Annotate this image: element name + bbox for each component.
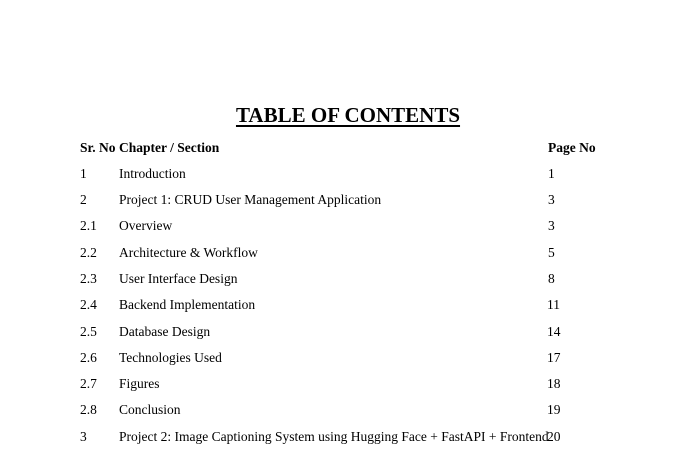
toc-section: Backend Implementation [119,297,256,312]
toc-page: 11 [547,297,560,312]
toc-serial: 3 [80,429,87,444]
toc-page: 14 [547,324,561,339]
toc-section: Database Design [119,324,211,339]
header-serial: Sr. No [80,140,116,155]
toc-row [0,216,680,236]
toc-row [0,164,680,184]
toc-page: 3 [548,218,555,233]
toc-row [0,295,680,315]
toc-row [0,269,680,289]
toc-header-row [0,138,680,158]
toc-section: Project 1: CRUD User Management Application [119,192,382,207]
toc-page: 3 [548,192,555,207]
toc-row [0,243,680,263]
toc-title [0,102,680,128]
toc-page: 18 [547,376,561,391]
toc-page: 1 [548,166,555,181]
toc-section: Introduction [119,166,186,181]
toc-row [0,400,680,420]
toc-serial: 2.1 [80,218,97,233]
toc-page: 19 [547,402,561,417]
header-page: Page No [548,140,596,155]
toc-serial: 2.2 [80,245,97,260]
toc-section: Overview [119,218,173,233]
toc-page: 20 [547,429,561,444]
toc-serial: 2.7 [80,376,97,391]
toc-section: User Interface Design [119,271,238,286]
toc-page: 8 [548,271,555,286]
toc-serial: 2.4 [80,297,97,312]
toc-row [0,427,680,447]
toc-section: Project 2: Image Captioning System using Hugging Face + FastAPI + Frontend [119,429,549,444]
toc-row [0,374,680,394]
toc-section: Architecture & Workflow [119,245,258,260]
toc-page: 17 [547,350,561,365]
toc-serial: 2.5 [80,324,97,339]
header-section: Chapter / Section [119,140,220,155]
toc-serial: 2.3 [80,271,97,286]
toc-page: 5 [548,245,555,260]
toc-row [0,322,680,342]
toc-section: Conclusion [119,402,181,417]
toc-section: Figures [119,376,160,391]
toc-section: Technologies Used [119,350,222,365]
toc-serial: 2.8 [80,402,97,417]
toc-row [0,348,680,368]
toc-serial: 2.6 [80,350,97,365]
toc-serial: 2 [80,192,87,207]
toc-serial: 1 [80,166,87,181]
toc-title-text: TABLE OF CONTENTS [235,103,461,127]
toc-row [0,190,680,210]
